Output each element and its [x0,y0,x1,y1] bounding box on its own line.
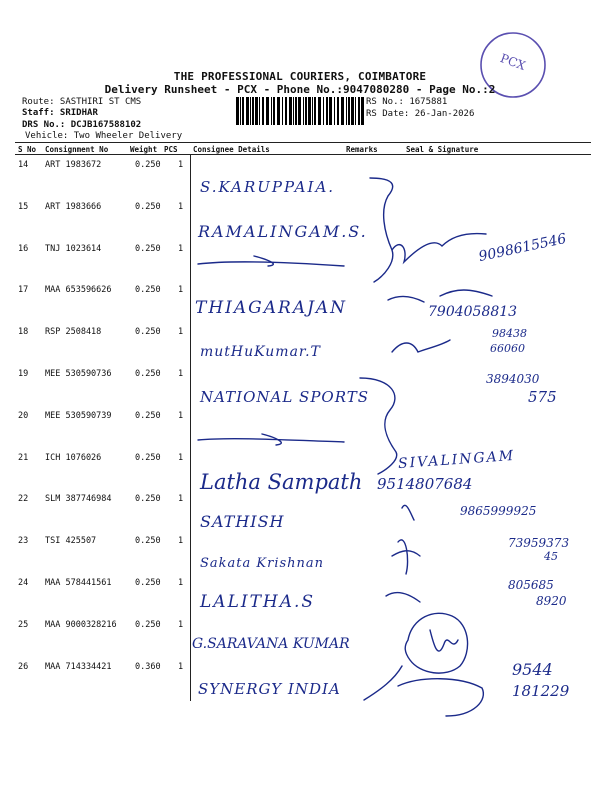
col-remarks: Remarks [346,145,378,154]
row-pcs: 1 [178,160,184,170]
row-sno: 22 [18,494,29,505]
hw-name: Latha Sampath [200,470,363,494]
row-consignment-no: ART 1983666 [45,201,102,212]
hw-name: Sakata Krishnan [200,556,325,571]
route-label: Route: SASTHIRI ST CMS [22,97,142,107]
col-sno: S No [18,145,37,154]
row-sno: 19 [18,369,29,379]
row-pcs: 1 [178,619,184,630]
col-pcs: PCS [164,145,178,154]
row-weight: 0.250 [135,619,161,630]
row-weight: 0.250 [135,536,161,547]
row-consignment-no: MAA 714334421 [45,661,112,672]
rs-number: RS No.: 1675881 [366,97,448,107]
stamp-text: PCX [498,51,528,73]
row-weight: 0.360 [135,661,161,672]
row-pcs: 1 [178,201,184,212]
row-weight: 0.250 [135,243,161,254]
row-pcs: 1 [178,410,184,421]
row-weight: 0.250 [135,160,161,170]
signature-stroke-25 [430,630,458,651]
row-sno: 18 [18,327,29,338]
drs-label: DRS No.: DCJB167588102 [22,120,142,130]
col-consignment: Consignment No [45,145,109,154]
row-pcs: 1 [178,452,184,463]
arrow-stroke [364,666,402,700]
signature-stroke-18c [440,290,492,296]
row-weight: 0.250 [135,494,161,505]
signature-stroke-23 [392,540,420,574]
row-consignment-no: ART 1983672 [45,160,102,170]
row-pcs: 1 [178,578,184,588]
row-consignment-no: TNJ 1023614 [45,243,102,254]
row-consignment-no: MAA 653596626 [45,285,112,296]
row-sno: 21 [18,452,29,463]
row-weight: 0.250 [135,410,161,421]
row-consignment-no: ICH 1076026 [45,452,102,463]
hw-phone: 66060 [490,342,525,355]
hw-name: NATIONAL SPORTS [200,388,370,406]
col-consignee: Consignee Details [193,145,270,154]
row-sno: 17 [18,285,29,296]
row-weight: 0.250 [135,327,161,338]
hw-name: SYNERGY INDIA [198,680,341,698]
hw-name: SATHISH [200,512,285,531]
hw-phone: 98438 [492,327,527,340]
hw-phone: 805685 [508,578,554,592]
hw-phone: 3894030 [486,372,540,386]
vehicle-label: Vehicle: Two Wheeler Delivery [25,131,183,141]
row-sno: 15 [18,201,29,212]
company-title: THE PROFESSIONAL COURIERS, COIMBATORE [173,70,427,83]
loop-stroke-1 [254,256,273,266]
row-sno: 23 [18,536,29,547]
hw-phone: 45 [544,550,558,563]
row-pcs: 1 [178,661,184,672]
hw-phone: 9514807684 [377,475,473,493]
stamp-circle-25 [405,613,467,673]
row-consignment-no: MAA 9000328216 [45,619,117,630]
row-pcs: 1 [178,369,184,379]
row-pcs: 1 [178,536,184,547]
signature-stroke-22 [402,505,414,520]
col-seal-signature: Seal & Signature [406,145,479,154]
col-weight: Weight [130,145,158,154]
signature-stroke-18b [388,296,424,302]
row-sno: 26 [18,661,29,672]
staff-label: Staff: SRIDHAR [22,108,98,118]
hw-phone: 9865999925 [460,504,537,518]
row-weight: 0.250 [135,452,161,463]
row-pcs: 1 [178,494,184,505]
hw-phone: 181229 [512,682,570,700]
row-consignment-no: RSP 2508418 [45,327,102,338]
row-weight: 0.250 [135,201,161,212]
signature-stroke-26 [398,679,483,716]
signature-stroke-19 [392,340,450,352]
row-sno: 14 [18,160,29,170]
row-pcs: 1 [178,327,184,338]
hw-phone: 73959373 [508,536,570,550]
row-consignment-no: SLM 387746984 [45,494,112,505]
row-weight: 0.250 [135,578,161,588]
hw-phone: SIVALINGAM [397,447,516,473]
hw-name: RAMALINGAM.S. [198,222,368,241]
hw-phone: 8920 [536,594,567,608]
hw-phone: 9098615546 [477,230,568,266]
hw-phone: 7904058813 [428,304,518,320]
hw-phone: 575 [528,388,557,406]
hw-name: G.SARAVANA KUMAR [192,636,350,652]
brace-stroke-2 [360,378,397,474]
row-sno: 24 [18,578,29,588]
runsheet-subtitle: Delivery Runsheet - PCX - Phone No.:9047080280 - Page No.:2 [104,83,496,96]
hw-phone: 9544 [512,660,553,679]
row-weight: 0.250 [135,369,161,379]
hw-name: mutHuKumar.T [200,344,321,360]
row-consignment-no: TSI 425507 [45,536,97,547]
hw-name: LALITHA.S [200,592,316,612]
row-sno: 16 [18,243,29,254]
rs-date: RS Date: 26-Jan-2026 [366,109,475,119]
row-consignment-no: MAA 578441561 [45,578,112,588]
hw-name: THIAGARAJAN [195,298,348,318]
row-pcs: 1 [178,243,184,254]
row-weight: 0.250 [135,285,161,296]
row-pcs: 1 [178,285,184,296]
row-sno: 20 [18,410,29,421]
signature-stroke-18a [392,234,486,263]
hw-name: S.KARUPPAIA. [200,178,336,196]
signature-stroke-24 [386,593,420,602]
row-consignment-no: MEE 530590739 [45,410,112,421]
row-consignment-no: MEE 530590736 [45,369,112,379]
brace-stroke-1 [370,178,393,282]
underline-stroke-2 [198,439,344,442]
row-sno: 25 [18,619,29,630]
